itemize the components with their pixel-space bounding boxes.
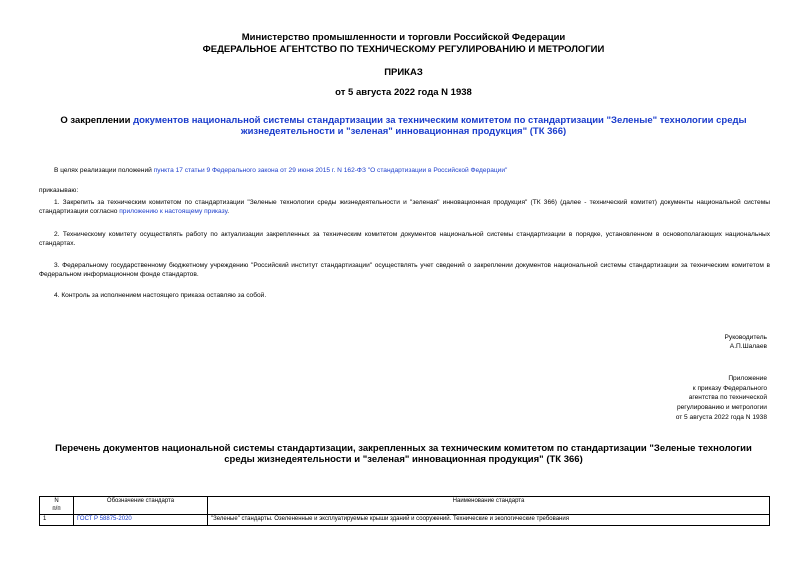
row-code — [74, 515, 208, 526]
header-code: Обозначение стандарта — [74, 497, 208, 515]
appendix-line-4: от 5 августа 2022 года N 1938 — [675, 414, 767, 421]
signature-name: А.П.Шалаев — [729, 343, 767, 350]
standard-code-link[interactable]: ГОСТ Р 58875-2020 — [77, 516, 132, 522]
appendix-label: Приложение — [728, 375, 767, 382]
order-title-prefix: О закреплении — [60, 115, 134, 126]
federal-law-link[interactable]: пункта 17 статьи 9 Федерального закона от 29 июня 2015 г. N 162-ФЗ "О стандартизации в Российской Федерации" — [153, 167, 508, 174]
row-num: 1 — [40, 515, 74, 526]
item-3-paragraph: 3. Федеральному государственному бюджетному учреждению "Российский институт стандартизации" осуществлять учет сведений о закреплении документов национальной системы стандартизации за техническим комитетом в Федеральном информационном фонде стандартов. — [39, 262, 770, 278]
appendix-line-2: агентства по технической — [688, 394, 767, 401]
row-name: "Зеленые" стандарты. Озелененные и эксплуатируемые крыши зданий и сооружений. Технические и экологические требования — [208, 515, 770, 526]
signature-role: Руководитель — [724, 334, 767, 341]
agency-heading: ФЕДЕРАЛЬНОЕ АГЕНТСТВО ПО ТЕХНИЧЕСКОМУ РЕГУЛИРОВАНИЮ И МЕТРОЛОГИИ — [202, 44, 605, 55]
appendix-line-3: регулированию и метрологии — [676, 404, 767, 411]
header-num — [40, 497, 74, 515]
order-word: приказываю: — [39, 187, 79, 194]
preamble-prefix: В целях реализации положений — [54, 167, 154, 174]
item-4-paragraph: 4. Контроль за исполнением настоящего приказа оставляю за собой. — [54, 292, 267, 299]
table-row — [40, 515, 770, 526]
doc-type-heading: ПРИКАЗ — [384, 67, 423, 78]
list-title: Перечень документов национальной системы стандартизации, закрепленных за техническим комитетом по стандартизации "Зеленые технологии среды жизнедеятельности и "зеленая" инновационная продукция" (ТК 366) — [55, 443, 752, 465]
order-title — [30, 115, 777, 137]
appendix-link[interactable]: приложению к настоящему приказу — [119, 208, 228, 215]
item-2-paragraph: 2. Техническому комитету осуществлять работу по актуализации закрепленных за техническим комитетом документов национальной системы стандартизации в порядке, установленном в основополагающих национальных стандартах. — [39, 231, 770, 247]
item-1-paragraph — [39, 198, 770, 216]
item-1-text: 1. Закрепить за техническим комитетом по стандартизации "Зеленые технологии среды жизнедеятельности и "зеленая" инновационная продукция" (ТК 366) (далее - технический комитет) документы национальной системы стандартизации согласно — [39, 199, 770, 215]
header-num-line-2: п/п — [52, 505, 61, 512]
order-date-number: от 5 августа 2022 года N 1938 — [335, 87, 472, 98]
preamble-paragraph — [54, 166, 770, 175]
item-1-end: . — [227, 208, 230, 215]
order-title-link[interactable]: документов национальной системы стандартизации за техническим комитетом по стандартизации "Зеленые" технологии среды жизнедеятельности и "зеленая" инновационная продукция" (ТК 366) — [133, 115, 747, 137]
header-name: Наименование стандарта — [208, 497, 770, 515]
header-num-line-1: N — [54, 498, 59, 504]
appendix-line-1: к приказу Федерального — [692, 385, 767, 392]
ministry-heading: Министерство промышленности и торговли Российской Федерации — [241, 32, 566, 43]
standards-table — [39, 496, 770, 526]
table-header-row — [40, 497, 770, 515]
